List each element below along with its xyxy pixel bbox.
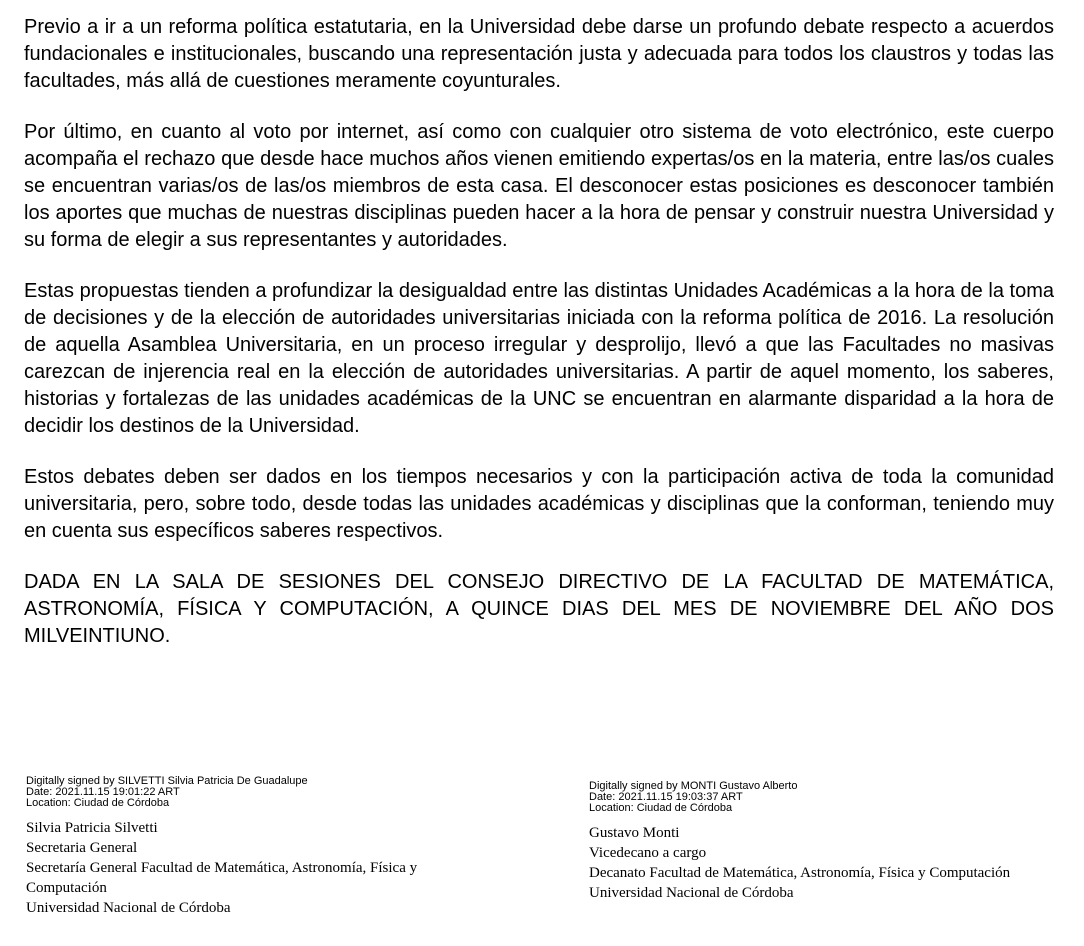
- signer-role: Vicedecano a cargo: [589, 845, 707, 861]
- signature-block-right: [589, 781, 1069, 903]
- document-body: [24, 14, 1054, 674]
- paragraph-debates: Estos debates deben ser dados en los tiempos necesarios y con la participación activa de toda la comunidad universitaria, pero, sobre todo, desde todas las unidades académicas y disciplinas que la conforman, teniendo muy en cuenta sus específicos saberes respectivos.: [24, 466, 1054, 542]
- signer-office: Decanato Facultad de Matemática, Astronomía, Física y Computación: [589, 865, 1011, 881]
- signer-institution: Universidad Nacional de Córdoba: [26, 900, 231, 916]
- signature-date: Date: 2021.11.15 19:03:37 ART: [589, 791, 743, 803]
- paragraph-internet-voting: Por último, en cuanto al voto por internet, así como con cualquier otro sistema de voto electrónico, este cuerpo acompaña el rechazo que desde hace muchos años vienen emitiendo expertas/os en la materia, entre las/os cuales se encuentran varias/os de las/os miembros de esta casa. El desconocer estas posiciones es desconocer también los aportes que muchas de nuestras disciplinas pueden hacer a la hora de pensar y construir nuestra Universidad y su forma de elegir a sus representantes y autoridades.: [24, 121, 1054, 251]
- signer-details: [589, 823, 1069, 903]
- signer-role: Secretaria General: [26, 840, 138, 856]
- signer-office: Secretaría General Facultad de Matemática, Astronomía, Física y Computación: [26, 860, 418, 896]
- signer-name: Gustavo Monti: [589, 825, 680, 841]
- signature-location: Location: Ciudad de Córdoba: [26, 797, 170, 809]
- signer-institution: Universidad Nacional de Córdoba: [589, 885, 794, 901]
- signature-location: Location: Ciudad de Córdoba: [589, 802, 733, 814]
- paragraph-inequality: Estas propuestas tienden a profundizar la desigualdad entre las distintas Unidades Académicas a la hora de la toma de decisiones y de la elección de autoridades universitarias iniciada con la reforma política de 2016. La resolución de aquella Asamblea Universitaria, en un proceso irregular y desprolijo, llevó a que las Facultades no masivas carezcan de injerencia real en la elección de autoridades universitarias. A partir de aquel momento, los saberes, historias y fortalezas de las unidades académicas de la UNC se encuentran en alarmante disparidad a la hora de decidir los destinos de la Universidad.: [24, 280, 1054, 437]
- digital-signature-stamp: [589, 781, 1069, 814]
- signer-name: Silvia Patricia Silvetti: [26, 820, 158, 836]
- signature-date: Date: 2021.11.15 19:01:22 ART: [26, 786, 180, 798]
- signature-block-left: [26, 776, 496, 918]
- paragraph-statutory-reform: Previo a ir a un reforma política estatutaria, en la Universidad debe darse un profundo debate respecto a acuerdos fundacionales e institucionales, buscando una representación justa y adecuada para todos los claustros y todas las facultades, más allá de cuestiones meramente coyunturales.: [24, 16, 1054, 92]
- signed-by-text: Digitally signed by MONTI Gustavo Alberto: [589, 780, 798, 792]
- digital-signature-stamp: [26, 776, 496, 809]
- closing-statement: DADA EN LA SALA DE SESIONES DEL CONSEJO DIRECTIVO DE LA FACULTAD DE MATEMÁTICA, ASTRONOMÍA, FÍSICA Y COMPUTACIÓN, A QUINCE DIAS DEL MES DE NOVIEMBRE DEL AÑO DOS MILVEINTIUNO.: [24, 571, 1054, 647]
- signer-details: [26, 818, 496, 918]
- signed-by-text: Digitally signed by SILVETTI Silvia Patricia De Guadalupe: [26, 775, 308, 787]
